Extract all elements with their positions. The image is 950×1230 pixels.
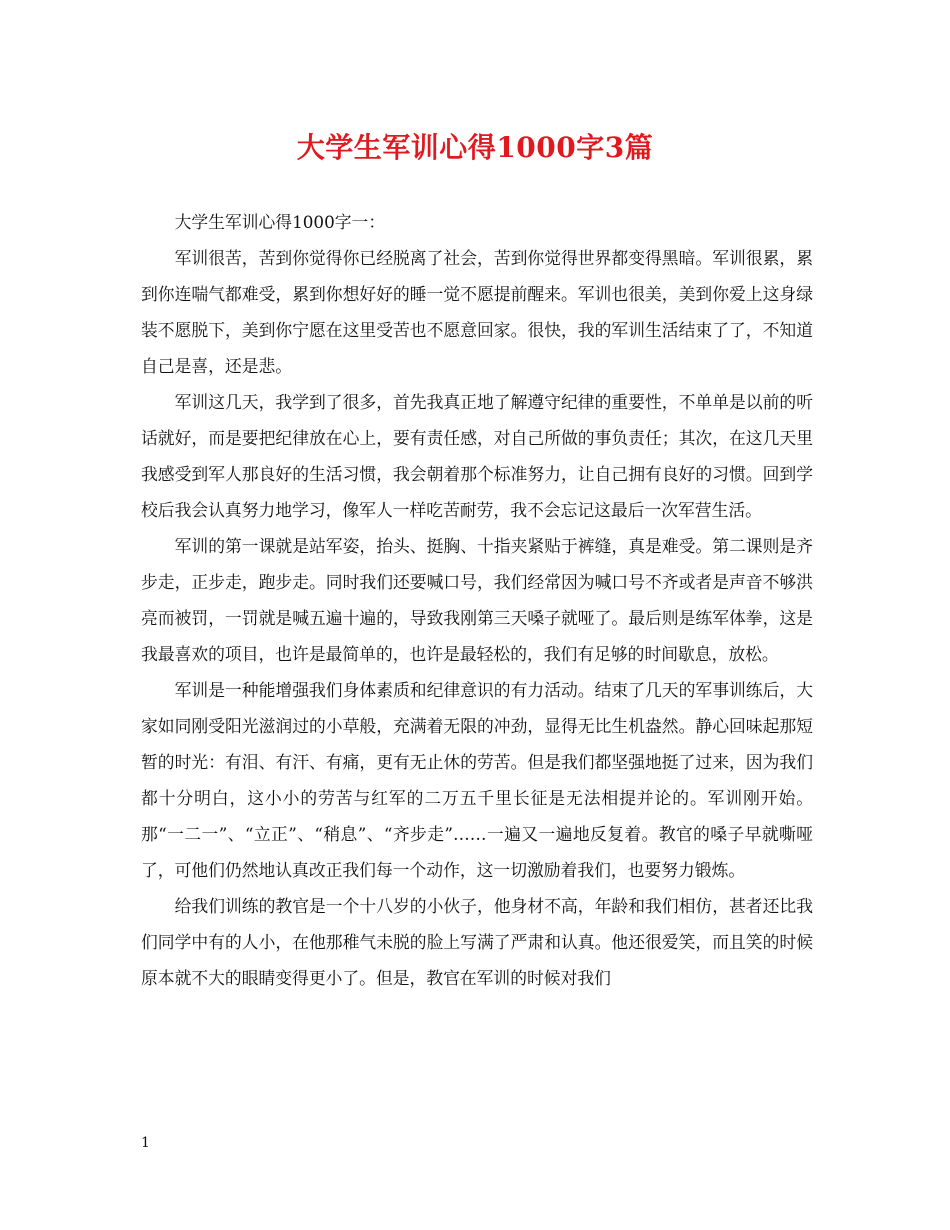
body-paragraph: 军训是一种能增强我们身体素质和纪律意识的有力活动。结束了几天的军事训练后，大家如同刚受阳光滋润过的小草般，充满着无限的冲劲，显得无比生机盎然。静心回味起那短暂的时光：有泪、有汗、有痛，更有无止休的劳苦。但是我们都坚强地挺了过来，因为我们都十分明白，这小小的劳苦与红军的二万五千里长征是无法相提并论的。军训刚开始。那“一二一”、“立正”、“稍息”、“齐步走”……一遍又一遍地反复着。教官的嗓子早就嘶哑了，可他们仍然地认真改正我们每一个动作，这一切激励着我们，也要努力锻炼。 bbox=[141, 680, 813, 880]
subtitle-paragraph: 大学生军训心得1000字一： bbox=[174, 212, 386, 232]
body-paragraph: 军训的第一课就是站军姿，抬头、挺胸、十指夹紧贴于裤缝，真是难受。第二课则是齐步走，正步走，跑步走。同时我们还要喊口号，我们经常因为喊口号不齐或者是声音不够洪亮而被罚，一罚就是喊五遍十遍的，导致我刚第三天嗓子就哑了。最后则是练军体拳，这是我最喜欢的项目，也许是最简单的，也许是最轻松的，我们有足够的时间歇息，放松。 bbox=[141, 536, 813, 664]
body-paragraph: 给我们训练的教官是一个十八岁的小伙子，他身材不高，年龄和我们相仿，甚者还比我们同学中有的人小，在他那稚气未脱的脸上写满了严肃和认真。他还很爱笑，而且笑的时候原本就不大的眼睛变得更小了。但是，教官在军训的时候对我们 bbox=[141, 896, 813, 988]
page-number: 1 bbox=[141, 1135, 150, 1151]
body-paragraph: 军训很苦，苦到你觉得你已经脱离了社会，苦到你觉得世界都变得黑暗。军训很累，累到你连喘气都难受，累到你想好好的睡一觉不愿提前醒来。军训也很美，美到你爱上这身绿装不愿脱下，美到你宁愿在这里受苦也不愿意回家。很快，我的军训生活结束了了，不知道自己是喜，还是悲。 bbox=[141, 248, 813, 376]
document-title: 大学生军训心得1000字3篇 bbox=[296, 131, 654, 164]
document-body bbox=[141, 204, 813, 996]
body-paragraph: 军训这几天，我学到了很多，首先我真正地了解遵守纪律的重要性，不单单是以前的听话就好，而是要把纪律放在心上，要有责任感，对自己所做的事负责任；其次，在这几天里我感受到军人那良好的生活习惯，我会朝着那个标准努力，让自己拥有良好的习惯。回到学校后我会认真努力地学习，像军人一样吃苦耐劳，我不会忘记这最后一次军营生活。 bbox=[141, 392, 813, 520]
